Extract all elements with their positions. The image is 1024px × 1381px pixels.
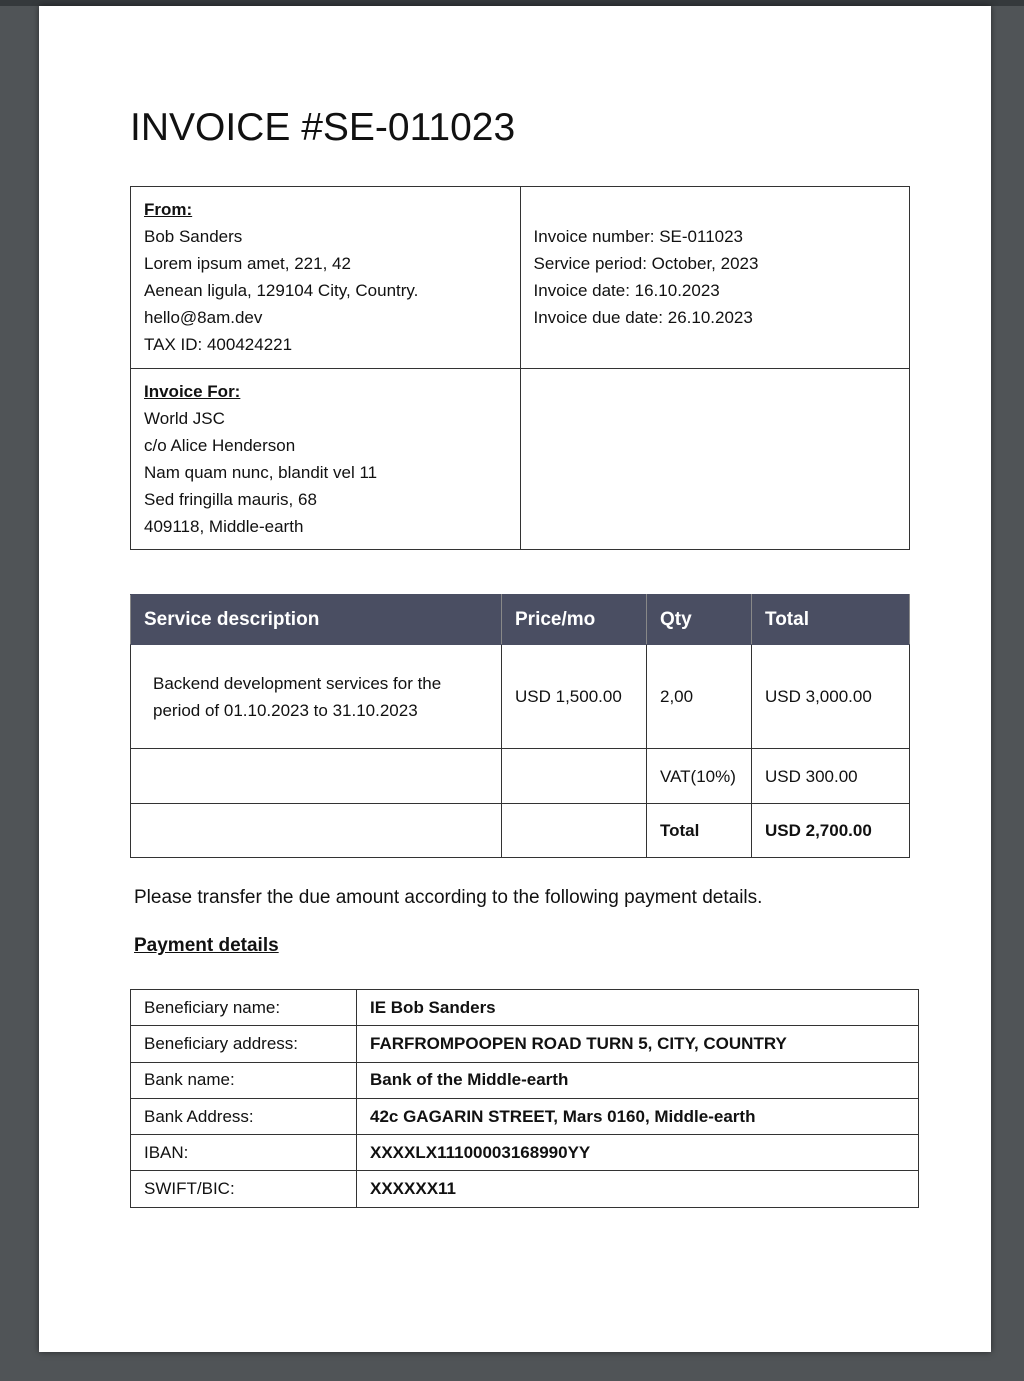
payment-value: IE Bob Sanders xyxy=(357,990,919,1026)
empty-cell xyxy=(131,804,502,858)
payment-value: XXXXXX11 xyxy=(357,1171,919,1207)
payment-key: Beneficiary name: xyxy=(131,990,357,1026)
empty-cell xyxy=(502,804,647,858)
from-cell xyxy=(131,187,521,369)
description-line-1: Backend development services for the xyxy=(153,673,442,693)
empty-cell xyxy=(520,369,909,550)
service-qty: 2,00 xyxy=(647,645,752,749)
table-row xyxy=(131,1098,919,1134)
invoice-due-date: Invoice due date: 26.10.2023 xyxy=(533,308,753,327)
header-service-description: Service description xyxy=(131,595,502,645)
parties-table xyxy=(130,186,910,550)
table-row xyxy=(131,990,919,1026)
service-period: Service period: October, 2023 xyxy=(533,254,759,273)
service-total: USD 3,000.00 xyxy=(752,645,910,749)
invoice-number: Invoice number: SE-011023 xyxy=(533,227,744,246)
payment-value: Bank of the Middle-earth xyxy=(357,1062,919,1098)
client-address-3: 409118, Middle-earth xyxy=(144,517,304,536)
payment-key: Beneficiary address: xyxy=(131,1026,357,1062)
total-row xyxy=(131,804,910,858)
vat-label: VAT(10%) xyxy=(647,749,752,804)
client-address-2: Sed fringilla mauris, 68 xyxy=(144,490,317,509)
from-email: hello@8am.dev xyxy=(144,308,263,327)
invoice-meta-cell xyxy=(520,187,909,369)
from-address-1: Lorem ipsum amet, 221, 42 xyxy=(144,254,351,273)
payment-key: IBAN: xyxy=(131,1135,357,1171)
client-contact: c/o Alice Henderson xyxy=(144,436,296,455)
description-line-2: period of 01.10.2023 to 31.10.2023 xyxy=(153,700,418,720)
client-address-1: Nam quam nunc, blandit vel 11 xyxy=(144,463,378,482)
header-total: Total xyxy=(752,595,910,645)
table-row xyxy=(131,1171,919,1207)
table-row xyxy=(131,1135,919,1171)
vat-value: USD 300.00 xyxy=(752,749,910,804)
from-tax-id: TAX ID: 400424221 xyxy=(144,335,293,354)
payment-details-heading: Payment details xyxy=(134,935,279,956)
invoice-date: Invoice date: 16.10.2023 xyxy=(533,281,720,300)
invoice-for-label: Invoice For: xyxy=(144,382,241,401)
total-value: USD 2,700.00 xyxy=(752,804,910,858)
header-qty: Qty xyxy=(647,595,752,645)
payment-key: SWIFT/BIC: xyxy=(131,1171,357,1207)
services-table xyxy=(130,594,910,858)
table-row xyxy=(131,1062,919,1098)
invoice-for-cell xyxy=(131,369,521,550)
empty-cell xyxy=(131,749,502,804)
service-price: USD 1,500.00 xyxy=(502,645,647,749)
payment-details-table xyxy=(130,989,919,1208)
total-label: Total xyxy=(647,804,752,858)
table-row xyxy=(131,1026,919,1062)
payment-key: Bank name: xyxy=(131,1062,357,1098)
from-name: Bob Sanders xyxy=(144,227,243,246)
client-name: World JSC xyxy=(144,409,225,428)
service-description xyxy=(131,645,502,749)
table-row xyxy=(131,645,910,749)
from-label: From: xyxy=(144,200,193,219)
vat-row xyxy=(131,749,910,804)
payment-value: XXXXLX11100003168990YY xyxy=(357,1135,919,1171)
payment-value: FARFROMPOOPEN ROAD TURN 5, CITY, COUNTRY xyxy=(357,1026,919,1062)
from-address-2: Aenean ligula, 129104 City, Country. xyxy=(144,281,419,300)
header-price: Price/mo xyxy=(502,595,647,645)
payment-note: Please transfer the due amount according to the following payment details. xyxy=(134,887,763,908)
payment-key: Bank Address: xyxy=(131,1098,357,1134)
services-header-row xyxy=(131,595,910,645)
payment-value: 42c GAGARIN STREET, Mars 0160, Middle-earth xyxy=(357,1098,919,1134)
invoice-title: INVOICE #SE-011023 xyxy=(130,106,516,149)
pdf-page xyxy=(39,6,991,1352)
empty-cell xyxy=(502,749,647,804)
